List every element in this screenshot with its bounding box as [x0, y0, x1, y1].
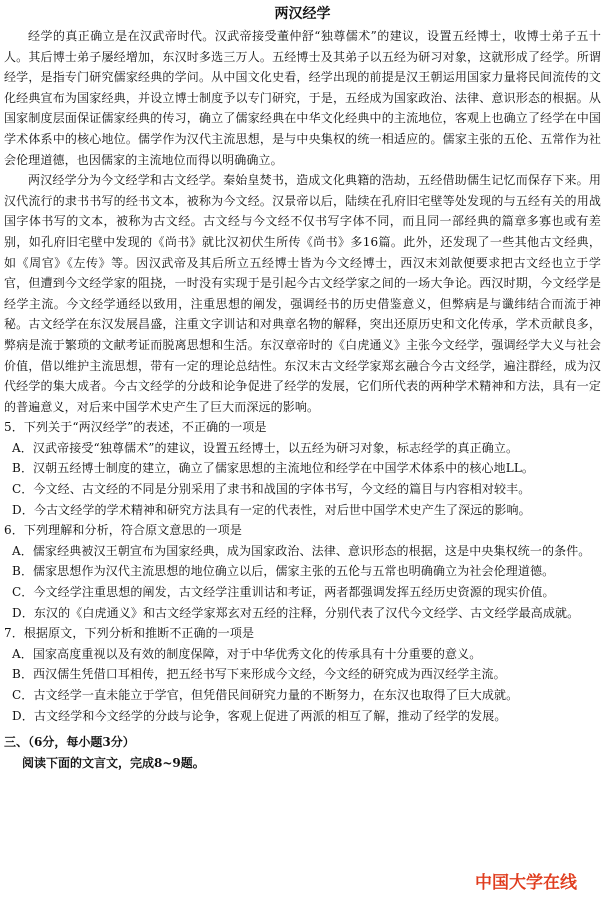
question-stem: 6．下列理解和分析，符合原文意思的一项是 [4, 523, 243, 538]
option-c: C．今文经学注重思想的阐发，古文经学注重训诂和考证，两者都强调发挥五经历史资源的现实价值。 [12, 585, 555, 600]
option-d: D．东汉的《白虎通义》和古文经学家郑玄对五经的注释，分别代表了汉代今文经学、古文经学最高成就。 [12, 605, 580, 620]
section-instruction: 阅读下面的文言文，完成8~9题。 [22, 755, 205, 770]
section-heading: 三、（6分，每小题3分） [4, 735, 135, 750]
option-d: D．古文经学和今文经学的分歧与论争，客观上促进了两派的相互了解，推动了经学的发展。 [12, 708, 507, 723]
question-stem: 5．下列关于“两汉经学”的表述，不正确的一项是 [4, 420, 267, 435]
passage-paragraph-1: 经学的真正确立是在汉武帝时代。汉武帝接受董仲舒“独尊儒术”的建议，设置五经博士，收博士弟子五十人。其后博士弟子屡经增加，东汉时多选三万人。五经博士及其弟子以五经为研习对象，这就形成了经学。所谓经学，是指专门研究儒家经典的学问。从中国文化史看，经学出现的前提是汉王朝运用国家力量将民间流传的文化经典宣布为国家经典，并设立博士制度予以专门研究，于是，五经成为国家政治、法律、意识形态的根据。从国家制度层面保证儒家经典的传习，确立了儒家经典在中华文化经典中的主流地位，客观上也确立了经学在中国学术体系中的核心地位。儒学作为汉代主流思想，是与中央集权的统一相适应的。儒家主张的五伦、五常作为社会伦理道德，也因儒家的主流地位而得以明确确立。 [4, 29, 601, 167]
option-a: A．儒家经典被汉王朝宣布为国家经典，成为国家政治、法律、意识形态的根据，这是中央集权统一的条件。 [12, 543, 591, 558]
passage-paragraph-2: 两汉经学分为今文经学和古文经学。秦始皇焚书，造成文化典籍的浩劫，五经借助儒生记忆而保存下来。用汉代流行的隶书书写的经书文本，被称为今文经。汉景帝以后，陆续在孔府旧宅壁等处发现的与五经有关的用战国字体书写的文本，被称为古文经。古文经与今文经不仅书写字体不同，而且同一部经典的篇章多寡也或有差别，如孔府旧宅壁中发现的《尚书》就比汉初伏生所传《尚书》多16篇。此外，还发现了一些其他古文经典，如《周官》《左传》等。因汉武帝及其后所立五经博士皆为今文经博士，西汉末刘歆便要求把古文经也立于学官，但遭到今文经学家的阻挠，一时没有实现于是引起今古文经学家之间的一场大争论。西汉时期，今文经学是经学主流。今文经学通经以致用，注重思想的阐发，强调经书的历史借鉴意义，但弊病是与谶纬结合而流于神秘。古文经学在东汉发展昌盛，注重文字训诂和对典章名物的解释，突出还原历史和文化传承，学术贡献良多，弊病是流于繁琐的文献考证而脱离思想和生活。东汉章帝时的《白虎通义》主张今文经学，强调经学大义与社会价值，借以维护主流思想，带有一定的理论总结性。东汉末古文经学家郑玄融合今古文经学，遍注群经，成为汉代经学的集大成者。今古文经学的分歧和论争促进了经学的发展，它们所代表的两种学术精神和方法，具有一定的普遍意义，对后来中国学术史产生了巨大而深远的影响。 [4, 173, 601, 414]
watermark-logo: 中国大学在线 [475, 873, 577, 893]
option-c: C．今文经、古文经的不同是分别采用了隶书和战国的字体书写，今文经的篇目与内容相对较丰。 [12, 482, 531, 497]
question-6 [4, 520, 601, 623]
question-7 [4, 623, 601, 726]
question-5 [4, 417, 601, 520]
option-c: C．古文经学一直未能立于学官，但凭借民间研究力量的不断努力，在东汉也取得了巨大成就。 [12, 688, 519, 702]
option-d: D．今古文经学的学术精神和研究方法具有一定的代表性，对后世中国学术史产生了深远的影响。 [12, 502, 531, 517]
option-b: B．西汉儒生凭借口耳相传，把五经书写下来形成今文经，今文经的研究成为西汉经学主流。 [12, 667, 506, 682]
passage-title: 两汉经学 [274, 6, 331, 22]
option-a: A．汉武帝接受“独尊儒术”的建议，设置五经博士，以五经为研习对象，标志经学的真正确立。 [12, 440, 519, 455]
question-stem: 7．根据原文，下列分析和推断不正确的一项是 [4, 626, 255, 641]
option-a: A．国家高度重视以及有效的制度保障，对于中华优秀文化的传承具有十分重要的意义。 [12, 646, 482, 661]
option-b: B．汉朝五经博士制度的建立，确立了儒家思想的主流地位和经学在中国学术体系中的核心地LL。 [12, 461, 535, 476]
option-b: B．儒家思想作为汉代主流思想的地位确立以后，儒家主张的五伦与五常也明确确立为社会伦理道德。 [12, 564, 555, 579]
